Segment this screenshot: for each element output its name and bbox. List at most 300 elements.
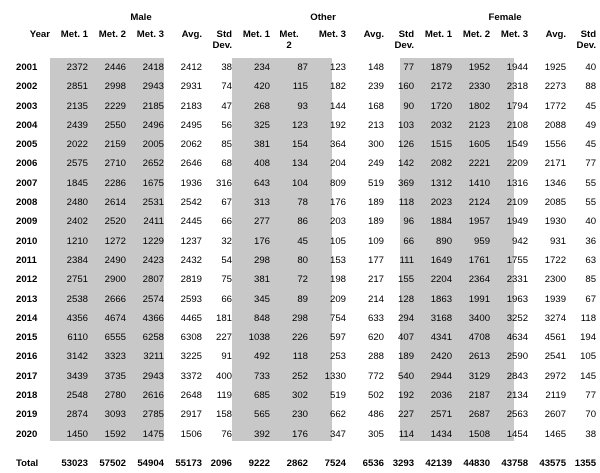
value-cell: 6110 [67, 332, 88, 344]
value-cell: 230 [292, 409, 309, 421]
value-cell: 177 [368, 254, 385, 266]
value-cell: 408 [254, 158, 271, 170]
table-row [8, 116, 596, 135]
value-cell: 1720 [430, 100, 453, 112]
value-cell: 56 [221, 119, 233, 131]
value-cell: 189 [398, 351, 415, 363]
value-cell: 57502 [99, 457, 126, 469]
value-cell: 2096 [210, 457, 233, 469]
value-cell: 1454 [506, 428, 529, 440]
value-cell: 1939 [544, 293, 567, 305]
value-cell: 1794 [506, 100, 529, 112]
value-cell: 1038 [248, 332, 271, 344]
value-cell: 565 [254, 409, 271, 421]
table-row [8, 58, 596, 77]
value-cell: 123 [292, 119, 309, 131]
value-cell: 3323 [104, 351, 126, 363]
value-cell: 214 [368, 293, 385, 305]
value-cell: 2032 [430, 119, 453, 131]
value-cell: 1508 [468, 428, 491, 440]
value-cell: 942 [512, 235, 529, 247]
value-cell: 1649 [430, 254, 453, 266]
value-cell: 300 [368, 139, 385, 151]
value-cell: 2874 [66, 409, 88, 421]
value-cell: 3168 [430, 312, 453, 324]
value-cell: 54904 [137, 457, 164, 469]
value-cell: 86 [297, 216, 309, 228]
value-cell: 77 [585, 158, 597, 170]
value-cell: 70 [585, 409, 597, 421]
value-cell: 181 [216, 312, 233, 324]
value-cell: 194 [580, 332, 597, 344]
value-cell: 2005 [142, 139, 164, 151]
value-cell: 2944 [430, 370, 453, 382]
value-cell: 2480 [66, 197, 88, 209]
table-row [8, 290, 596, 309]
value-cell: 1863 [430, 293, 453, 305]
value-cell: 1772 [544, 100, 567, 112]
year-cell: 2018 [16, 390, 38, 402]
year-cell: 2011 [16, 254, 37, 266]
value-cell: 144 [330, 100, 347, 112]
value-cell: 55 [585, 197, 597, 209]
value-cell: 126 [398, 139, 415, 151]
value-cell: 55 [585, 177, 597, 189]
year-cell: 2009 [16, 216, 38, 228]
value-cell: 2574 [142, 293, 164, 305]
group-male: Male [130, 12, 152, 23]
table-row [8, 425, 596, 444]
value-cell: 2183 [180, 100, 202, 112]
value-cell: 3211 [143, 351, 164, 363]
year-cell: Total [16, 457, 39, 469]
value-cell: 2330 [468, 81, 491, 93]
value-cell: 733 [254, 370, 271, 382]
value-cell: 249 [368, 158, 385, 170]
value-cell: 2171 [544, 158, 567, 170]
value-cell: 2221 [468, 158, 491, 170]
value-cell: 2412 [180, 62, 202, 73]
value-cell: 209 [330, 293, 347, 305]
value-cell: 2445 [180, 216, 202, 228]
value-cell: 88 [585, 81, 597, 93]
value-cell: 1761 [468, 254, 491, 266]
value-cell: 1272 [104, 235, 126, 247]
value-cell: 36 [585, 235, 597, 247]
value-cell: 91 [221, 351, 233, 363]
value-cell: 2520 [104, 216, 126, 228]
value-cell: 662 [330, 409, 347, 421]
value-cell: 2364 [468, 274, 491, 286]
value-cell: 294 [398, 312, 415, 324]
value-cell: 80 [297, 254, 309, 266]
value-cell: 3225 [180, 351, 202, 363]
value-cell: 3293 [392, 457, 415, 469]
value-cell: 253 [330, 351, 347, 363]
value-cell: 2300 [544, 274, 567, 286]
table-row [8, 232, 596, 251]
value-cell: 1229 [142, 235, 164, 247]
value-cell: 848 [254, 312, 271, 324]
value-cell: 2648 [180, 390, 202, 402]
table-row [8, 77, 596, 96]
value-cell: 2862 [286, 457, 309, 469]
year-cell: 2020 [16, 428, 38, 440]
value-cell: 400 [216, 370, 233, 382]
male-stddev-header: Std Dev. [212, 29, 233, 51]
value-cell: 49 [585, 119, 597, 131]
value-cell: 2420 [430, 351, 453, 363]
value-cell: 239 [368, 81, 385, 93]
value-cell: 298 [292, 312, 309, 324]
value-cell: 381 [254, 139, 271, 151]
value-cell: 2082 [430, 158, 453, 170]
year-cell: 2019 [16, 409, 38, 421]
year-cell: 2003 [16, 100, 38, 112]
value-cell: 1312 [430, 177, 453, 189]
value-cell: 1949 [506, 216, 529, 228]
male-met3-header: Met. 3 [136, 29, 164, 40]
table-row [8, 347, 596, 366]
value-cell: 109 [368, 235, 385, 247]
value-cell: 4356 [66, 312, 88, 324]
value-cell: 43758 [501, 457, 529, 469]
value-cell: 959 [474, 235, 491, 247]
value-cell: 85 [585, 274, 597, 286]
value-cell: 32 [221, 235, 233, 247]
value-cell: 42139 [425, 457, 453, 469]
value-cell: 2187 [468, 390, 491, 402]
value-cell: 192 [398, 390, 415, 402]
value-cell: 203 [330, 216, 347, 228]
value-cell: 2185 [142, 100, 164, 112]
value-cell: 931 [550, 235, 567, 247]
value-cell: 176 [254, 235, 271, 247]
value-cell: 1845 [66, 177, 88, 189]
value-cell: 3093 [104, 409, 126, 421]
value-cell: 809 [330, 177, 347, 189]
table-row [8, 367, 596, 386]
value-cell: 2135 [66, 100, 88, 112]
value-cell: 7524 [324, 457, 347, 469]
value-cell: 890 [436, 235, 453, 247]
value-cell: 1355 [574, 457, 597, 469]
value-cell: 74 [221, 81, 233, 93]
value-cell: 72 [297, 274, 309, 286]
group-female: Female [488, 12, 522, 23]
value-cell: 685 [254, 390, 271, 402]
value-cell: 227 [216, 332, 233, 344]
year-cell: 2007 [16, 177, 38, 189]
value-cell: 6308 [180, 332, 202, 344]
value-cell: 2119 [545, 390, 567, 402]
value-cell: 67 [585, 293, 597, 305]
value-cell: 1434 [430, 428, 453, 440]
value-cell: 540 [398, 370, 415, 382]
value-cell: 252 [292, 370, 309, 382]
value-cell: 2286 [104, 177, 126, 189]
value-cell: 1465 [544, 428, 567, 440]
value-cell: 234 [254, 62, 271, 73]
column-header-row [8, 28, 596, 58]
value-cell: 620 [368, 332, 385, 344]
female-met3-header: Met. 3 [500, 29, 529, 40]
value-cell: 2575 [66, 158, 88, 170]
value-cell: 1410 [468, 177, 491, 189]
value-cell: 45 [297, 235, 309, 247]
value-cell: 66 [221, 293, 233, 305]
year-cell: 2006 [16, 158, 38, 170]
value-cell: 93 [297, 100, 309, 112]
year-cell: 2017 [16, 370, 38, 382]
male-met1-header: Met. 1 [60, 29, 88, 40]
other-avg-header: Avg. [363, 29, 385, 40]
value-cell: 4465 [180, 312, 202, 324]
data-table [8, 12, 596, 473]
value-cell: 1330 [324, 370, 347, 382]
value-cell: 2172 [430, 81, 453, 93]
value-cell: 2538 [66, 293, 88, 305]
value-cell: 1802 [468, 100, 491, 112]
value-cell: 316 [216, 177, 233, 189]
spacer-row [8, 444, 596, 454]
value-cell: 2496 [142, 119, 164, 131]
value-cell: 2446 [104, 62, 126, 73]
value-cell: 3129 [468, 370, 491, 382]
value-cell: 76 [221, 428, 233, 440]
value-cell: 142 [398, 158, 415, 170]
value-cell: 2843 [506, 370, 529, 382]
value-cell: 45 [585, 139, 597, 151]
value-cell: 189 [368, 216, 385, 228]
value-cell: 2423 [142, 254, 164, 266]
value-cell: 381 [254, 274, 271, 286]
value-cell: 217 [368, 274, 385, 286]
value-cell: 87 [297, 62, 309, 73]
table-row [8, 328, 596, 347]
year-cell: 2016 [16, 351, 38, 363]
value-cell: 2204 [430, 274, 453, 286]
value-cell: 2943 [142, 370, 164, 382]
value-cell: 2402 [66, 216, 88, 228]
female-met1-header: Met. 1 [424, 29, 453, 40]
value-cell: 369 [398, 177, 415, 189]
value-cell: 2372 [66, 62, 88, 73]
year-cell: 2001 [16, 62, 38, 73]
other-met2-header: Met. 2 [279, 29, 299, 51]
table-body [8, 58, 596, 473]
value-cell: 1722 [544, 254, 567, 266]
value-cell: 2652 [142, 158, 164, 170]
value-cell: 1549 [506, 139, 529, 151]
value-cell: 78 [297, 197, 309, 209]
value-cell: 1930 [544, 216, 567, 228]
other-met3-header: Met. 3 [318, 29, 347, 40]
value-cell: 1556 [544, 139, 567, 151]
value-cell: 119 [216, 390, 233, 402]
value-cell: 1515 [430, 139, 453, 151]
value-cell: 189 [368, 197, 385, 209]
group-other: Other [310, 12, 336, 23]
value-cell: 66 [221, 216, 233, 228]
year-cell: 2008 [16, 197, 38, 209]
year-cell: 2015 [16, 332, 38, 344]
value-cell: 153 [330, 254, 347, 266]
value-cell: 158 [216, 409, 233, 421]
value-cell: 160 [398, 81, 415, 93]
value-cell: 2023 [430, 197, 453, 209]
value-cell: 1346 [544, 177, 567, 189]
value-cell: 268 [254, 100, 271, 112]
value-cell: 63 [585, 254, 597, 266]
year-cell: 2010 [16, 235, 38, 247]
value-cell: 6555 [104, 332, 126, 344]
value-cell: 114 [398, 428, 415, 440]
value-cell: 227 [398, 409, 415, 421]
value-cell: 4708 [468, 332, 491, 344]
value-cell: 1944 [506, 62, 529, 73]
value-cell: 2108 [506, 119, 529, 131]
value-cell: 2123 [468, 119, 491, 131]
value-cell: 3252 [506, 312, 529, 324]
value-cell: 198 [330, 274, 347, 286]
value-cell: 38 [585, 428, 597, 440]
female-met2-header: Met. 2 [462, 29, 491, 40]
table-row [8, 270, 596, 289]
value-cell: 2318 [506, 81, 529, 93]
value-cell: 1605 [468, 139, 491, 151]
value-cell: 3142 [66, 351, 88, 363]
value-cell: 4366 [142, 312, 164, 324]
value-cell: 2931 [180, 81, 202, 93]
value-cell: 2571 [430, 409, 453, 421]
value-cell: 134 [292, 158, 309, 170]
value-cell: 128 [398, 293, 415, 305]
value-cell: 226 [292, 332, 309, 344]
value-cell: 1475 [142, 428, 164, 440]
value-cell: 68 [221, 158, 233, 170]
value-cell: 2124 [468, 197, 491, 209]
value-cell: 1936 [180, 177, 202, 189]
value-cell: 325 [254, 119, 271, 131]
table-row [8, 154, 596, 173]
value-cell: 6258 [142, 332, 164, 344]
table-row [8, 309, 596, 328]
value-cell: 2613 [468, 351, 491, 363]
value-cell: 2780 [104, 390, 126, 402]
value-cell: 2209 [506, 158, 529, 170]
value-cell: 1957 [468, 216, 491, 228]
value-cell: 392 [254, 428, 271, 440]
value-cell: 45 [585, 100, 597, 112]
value-cell: 313 [254, 197, 271, 209]
value-cell: 67 [221, 197, 233, 209]
value-cell: 148 [368, 62, 385, 73]
value-cell: 302 [292, 390, 309, 402]
value-cell: 111 [399, 254, 415, 266]
value-cell: 4634 [506, 332, 529, 344]
female-stddev-header: Std Dev. [576, 29, 597, 51]
value-cell: 2998 [104, 81, 126, 93]
female-avg-header: Avg. [545, 29, 567, 40]
value-cell: 1952 [468, 62, 491, 73]
value-cell: 2807 [142, 274, 164, 286]
value-cell: 2607 [544, 409, 567, 421]
year-cell: 2002 [16, 81, 38, 93]
value-cell: 519 [368, 177, 385, 189]
value-cell: 288 [368, 351, 385, 363]
value-cell: 105 [330, 235, 347, 247]
value-cell: 118 [398, 197, 415, 209]
value-cell: 2331 [506, 274, 529, 286]
male-met2-header: Met. 2 [98, 29, 126, 40]
table-row [8, 193, 596, 212]
value-cell: 104 [292, 177, 309, 189]
value-cell: 2134 [506, 390, 529, 402]
value-cell: 2590 [506, 351, 529, 363]
value-cell: 2917 [180, 409, 202, 421]
value-cell: 103 [398, 119, 415, 131]
value-cell: 305 [368, 428, 385, 440]
value-cell: 1755 [506, 254, 529, 266]
value-cell: 643 [254, 177, 271, 189]
value-cell: 2819 [180, 274, 202, 286]
value-cell: 492 [254, 351, 271, 363]
value-cell: 2593 [180, 293, 202, 305]
value-cell: 90 [403, 100, 415, 112]
value-cell: 77 [403, 62, 415, 73]
value-cell: 597 [330, 332, 347, 344]
value-cell: 1884 [430, 216, 453, 228]
year-cell: 2005 [16, 139, 38, 151]
value-cell: 2548 [66, 390, 88, 402]
group-header-row [8, 12, 596, 28]
value-cell: 118 [292, 351, 309, 363]
value-cell: 47 [221, 100, 233, 112]
value-cell: 3274 [544, 312, 567, 324]
value-cell: 772 [368, 370, 385, 382]
value-cell: 2036 [430, 390, 453, 402]
value-cell: 43575 [539, 457, 567, 469]
value-cell: 2563 [506, 409, 529, 421]
value-cell: 364 [330, 139, 347, 151]
value-cell: 6536 [362, 457, 385, 469]
year-cell: 2014 [16, 312, 38, 324]
value-cell: 1316 [506, 177, 529, 189]
value-cell: 1592 [104, 428, 126, 440]
value-cell: 2751 [66, 274, 88, 286]
value-cell: 182 [330, 81, 347, 93]
value-cell: 2531 [142, 197, 164, 209]
value-cell: 277 [254, 216, 271, 228]
value-cell: 89 [297, 293, 309, 305]
value-cell: 38 [221, 62, 233, 73]
value-cell: 2900 [104, 274, 126, 286]
value-cell: 55173 [175, 457, 202, 469]
value-cell: 345 [254, 293, 271, 305]
male-avg-header: Avg. [181, 29, 202, 40]
value-cell: 2495 [180, 119, 202, 131]
value-cell: 2229 [104, 100, 126, 112]
value-cell: 155 [398, 274, 415, 286]
year-header: Year [29, 29, 50, 40]
value-cell: 2550 [104, 119, 126, 131]
value-cell: 40 [585, 216, 597, 228]
value-cell: 2943 [142, 81, 164, 93]
value-cell: 3735 [104, 370, 126, 382]
value-cell: 213 [368, 119, 385, 131]
table-row [8, 174, 596, 193]
